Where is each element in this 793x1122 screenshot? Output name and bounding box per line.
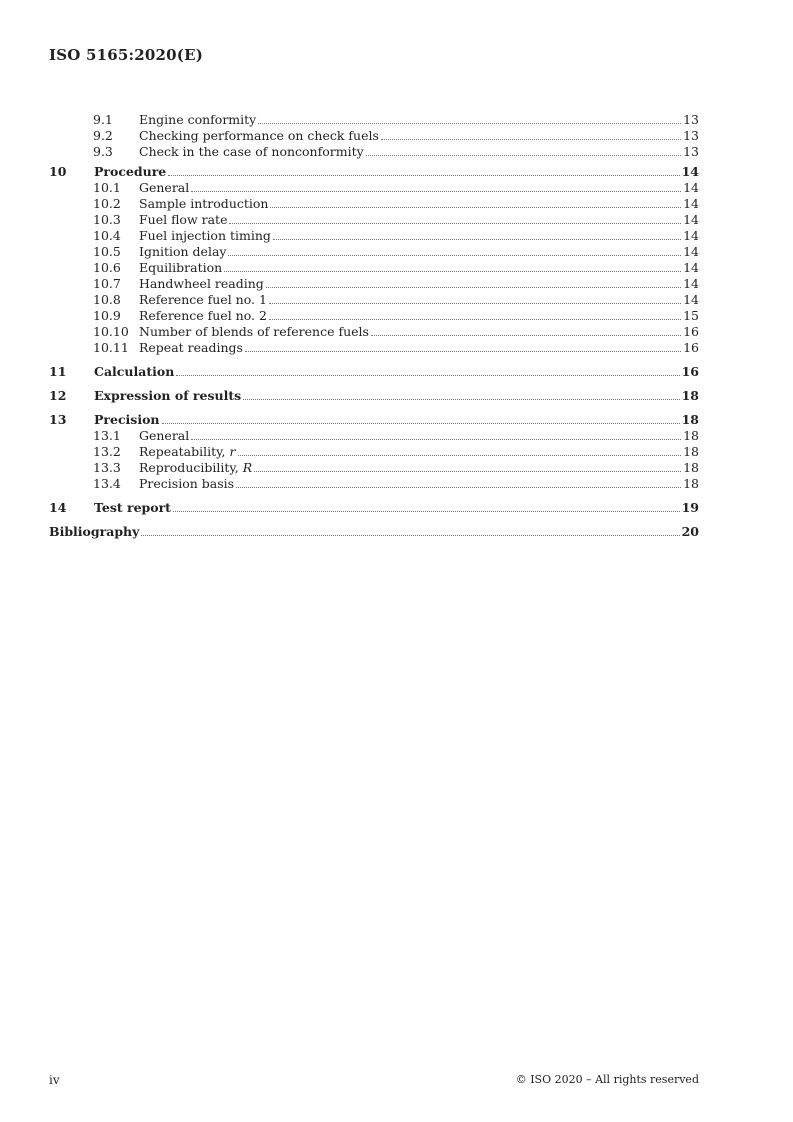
dot-leader [162, 422, 680, 424]
toc-entry-page: 16 [681, 364, 699, 379]
toc-entry-number: 10.6 [93, 260, 121, 275]
dot-leader [229, 222, 681, 224]
toc-entry-title: Fuel flow rate [139, 212, 228, 227]
toc-entry-page: 13 [683, 112, 699, 127]
toc-entry-title: Reproducibility, R [139, 460, 253, 475]
toc-entry-title: Bibliography [49, 524, 140, 539]
dot-leader [236, 486, 681, 488]
dot-leader [270, 206, 681, 208]
toc-entry-number: 13.4 [93, 476, 121, 491]
toc-entry-title: Number of blends of reference fuels [139, 324, 369, 339]
toc-entry-number: 12 [49, 388, 67, 403]
toc-entry-number: 9.3 [93, 144, 113, 159]
toc-entry-page: 14 [683, 292, 699, 307]
dot-leader [245, 350, 681, 352]
toc-entry-title: Expression of results [94, 388, 242, 403]
dot-leader [254, 470, 681, 472]
table-of-contents [49, 112, 699, 540]
toc-entry[interactable] [49, 476, 699, 492]
toc-entry[interactable] [49, 112, 699, 128]
toc-entry-number: 10.1 [93, 180, 121, 195]
toc-entry-title: Calculation [94, 364, 175, 379]
toc-entry-number: 10.8 [93, 292, 121, 307]
toc-entry-page: 16 [683, 340, 699, 355]
toc-entry-page: 18 [683, 428, 699, 443]
dot-leader [141, 534, 679, 536]
toc-entry-number: 10.2 [93, 196, 121, 211]
dot-leader [366, 154, 681, 156]
toc-entry[interactable] [49, 428, 699, 444]
toc-entry[interactable] [49, 212, 699, 228]
toc-entry-number: 13.3 [93, 460, 121, 475]
toc-entry[interactable] [49, 412, 699, 428]
toc-entry-number: 10.10 [93, 324, 129, 339]
toc-entry-title: Equilibration [139, 260, 223, 275]
dot-leader [381, 138, 681, 140]
toc-entry-title: Checking performance on check fuels [139, 128, 379, 143]
toc-entry[interactable] [49, 144, 699, 160]
dot-leader [269, 318, 681, 320]
toc-entry-page: 14 [681, 164, 699, 179]
toc-entry-page: 14 [683, 196, 699, 211]
dot-leader [238, 454, 682, 456]
toc-entry-page: 14 [683, 244, 699, 259]
toc-entry-number: 10.5 [93, 244, 121, 259]
toc-entry-number: 10.3 [93, 212, 121, 227]
dot-leader [269, 302, 681, 304]
dot-leader [168, 174, 679, 176]
toc-entry-number: 13.1 [93, 428, 121, 443]
toc-entry-title: Precision [94, 412, 160, 427]
toc-entry[interactable] [49, 500, 699, 516]
toc-entry[interactable] [49, 460, 699, 476]
toc-entry-page: 14 [683, 180, 699, 195]
toc-entry-page: 18 [681, 412, 699, 427]
toc-entry-number: 13 [49, 412, 67, 427]
page-footer [49, 1073, 699, 1087]
dot-leader [243, 398, 679, 400]
toc-entry-number: 10.4 [93, 228, 121, 243]
toc-entry-page: 14 [683, 228, 699, 243]
toc-entry-number: 11 [49, 364, 67, 379]
toc-entry-title: Precision basis [139, 476, 235, 491]
toc-entry[interactable] [49, 180, 699, 196]
dot-leader [191, 438, 681, 440]
toc-entry-title: Repeat readings [139, 340, 243, 355]
toc-entry[interactable] [49, 228, 699, 244]
toc-entry-title: Engine conformity [139, 112, 257, 127]
toc-entry-page: 18 [683, 460, 699, 475]
toc-entry-number: 10.9 [93, 308, 121, 323]
toc-entry-number: 10.7 [93, 276, 121, 291]
toc-entry[interactable] [49, 364, 699, 380]
toc-entry-number: 9.2 [93, 128, 113, 143]
toc-entry-title: General [139, 180, 190, 195]
dot-leader [228, 254, 681, 256]
dot-leader [173, 510, 680, 512]
dot-leader [371, 334, 681, 336]
toc-entry[interactable] [49, 196, 699, 212]
toc-entry[interactable] [49, 444, 699, 460]
toc-entry[interactable] [49, 260, 699, 276]
toc-entry-number: 14 [49, 500, 67, 515]
toc-entry-page: 13 [683, 128, 699, 143]
dot-leader [224, 270, 681, 272]
toc-entry-page: 18 [681, 388, 699, 403]
toc-entry[interactable] [49, 388, 699, 404]
toc-entry-page: 18 [683, 476, 699, 491]
toc-entry-page: 14 [683, 276, 699, 291]
toc-entry-title: Repeatability, r [139, 444, 236, 459]
dot-leader [176, 374, 679, 376]
toc-entry-title: Handwheel reading [139, 276, 264, 291]
toc-entry[interactable] [49, 340, 699, 356]
toc-entry[interactable] [49, 164, 699, 180]
toc-entry[interactable] [49, 308, 699, 324]
toc-entry[interactable] [49, 128, 699, 144]
toc-entry-title: General [139, 428, 190, 443]
toc-entry-page: 18 [683, 444, 699, 459]
toc-entry-page: 15 [683, 308, 699, 323]
toc-entry-number: 13.2 [93, 444, 121, 459]
toc-entry-page: 13 [683, 144, 699, 159]
document-header: ISO 5165:2020(E) [49, 46, 203, 64]
toc-entry-title: Fuel injection timing [139, 228, 271, 243]
toc-entry-page: 20 [681, 524, 699, 539]
dot-leader [191, 190, 681, 192]
toc-entry-number: 10 [49, 164, 67, 179]
page-number: iv [49, 1073, 60, 1087]
toc-entry-title: Check in the case of nonconformity [139, 144, 364, 159]
toc-entry-title: Procedure [94, 164, 167, 179]
toc-entry[interactable] [49, 524, 699, 540]
toc-entry-number: 10.11 [93, 340, 129, 355]
toc-entry-number: 9.1 [93, 112, 113, 127]
toc-entry[interactable] [49, 324, 699, 340]
toc-entry-title: Ignition delay [139, 244, 227, 259]
toc-entry-title: Test report [94, 500, 171, 515]
toc-entry[interactable] [49, 244, 699, 260]
toc-entry-page: 14 [683, 212, 699, 227]
toc-entry-page: 19 [681, 500, 699, 515]
dot-leader [266, 286, 681, 288]
toc-entry[interactable] [49, 292, 699, 308]
dot-leader [258, 122, 681, 124]
copyright-notice: © ISO 2020 – All rights reserved [515, 1073, 699, 1086]
toc-entry-title: Reference fuel no. 2 [139, 308, 267, 323]
toc-entry[interactable] [49, 276, 699, 292]
toc-entry-title: Sample introduction [139, 196, 269, 211]
toc-entry-page: 16 [683, 324, 699, 339]
dot-leader [273, 238, 681, 240]
toc-entry-title: Reference fuel no. 1 [139, 292, 267, 307]
toc-entry-page: 14 [683, 260, 699, 275]
